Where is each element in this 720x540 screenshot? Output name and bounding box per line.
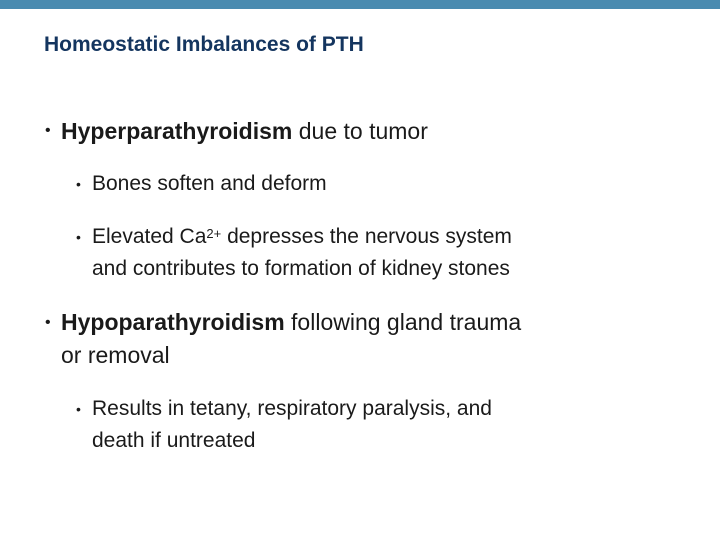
ca-charge: 2+ (206, 226, 222, 241)
line1: Results in tetany, respiratory paralysis, and (92, 397, 492, 420)
bullet-dot: • (76, 176, 81, 192)
sub-bullet-text: Bones soften and deform (92, 172, 327, 195)
line2: or removal (61, 342, 170, 368)
bullet-text (61, 116, 428, 146)
term-hypoparathyroidism: Hypoparathyroidism (61, 309, 285, 335)
ca-text: Elevated Ca (92, 225, 207, 248)
line2: death if untreated (92, 429, 256, 452)
bullet-dot: • (76, 229, 81, 245)
term-hyperparathyroidism: Hyperparathyroidism (61, 118, 293, 144)
sub-bullet-text (92, 393, 492, 457)
bullet-rest: due to tumor (292, 118, 428, 144)
bullet-text (61, 306, 521, 372)
bullet-dot: • (45, 122, 51, 139)
line1-rest: depresses the nervous system (221, 225, 512, 248)
top-accent-bar (0, 0, 720, 9)
sub-bullet-text (92, 221, 512, 285)
line2: and contributes to formation of kidney stones (92, 257, 510, 280)
bullet-dot: • (45, 314, 51, 331)
slide-title: Homeostatic Imbalances of PTH (44, 33, 364, 56)
bullet-rest: following gland trauma (284, 309, 522, 335)
bullet-dot: • (76, 401, 81, 417)
